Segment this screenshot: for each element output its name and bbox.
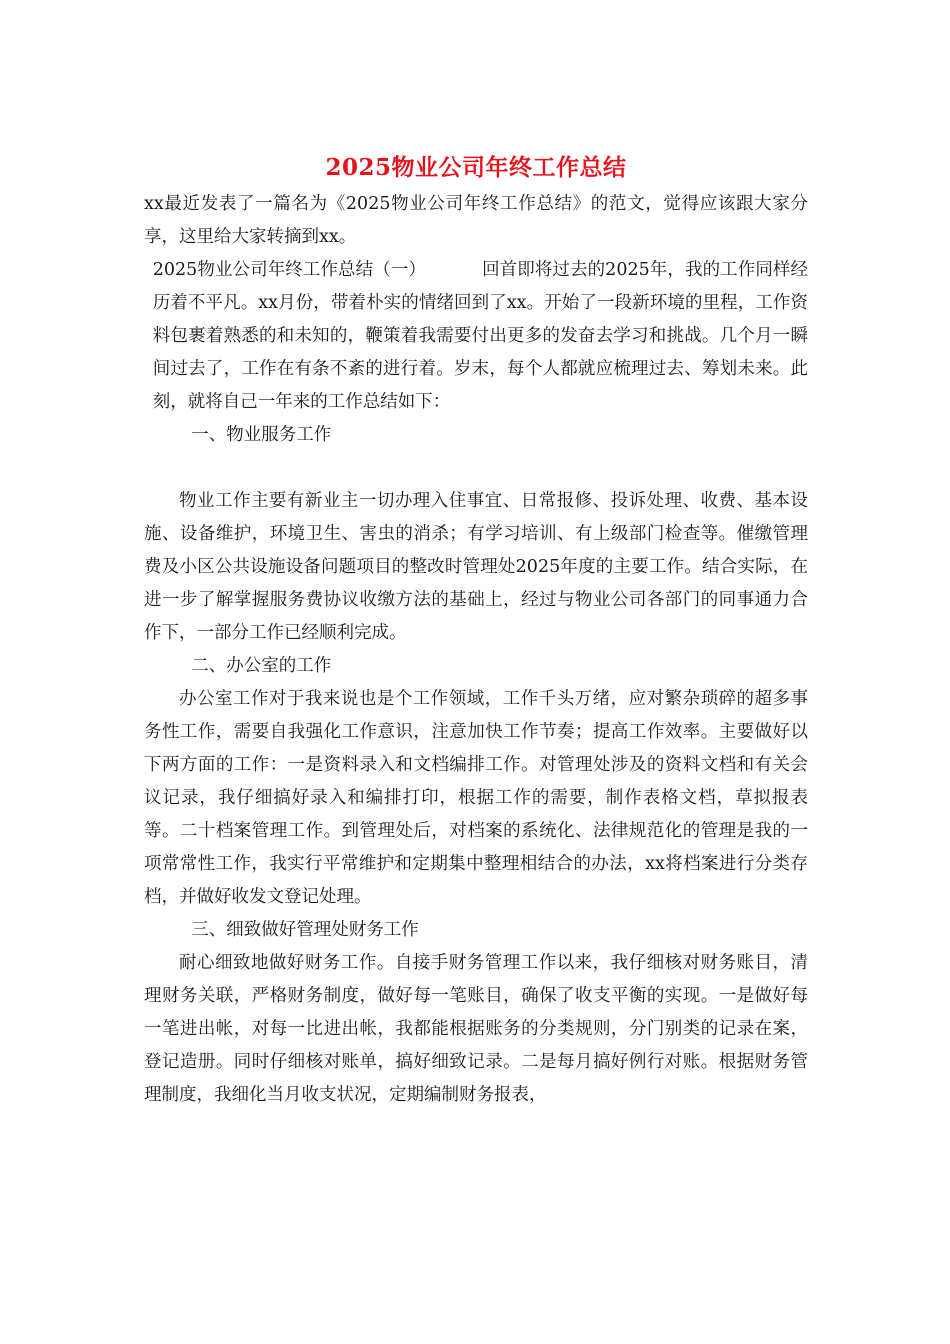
section-1-heading: 一、物业服务工作 <box>191 425 332 445</box>
section-3-body: 耐心细致地做好财务工作。自接手财务管理工作以来，我仔细核对财务账目，清理财务关联，严格财务制度，做好每一笔账目，确保了收支平衡的实现。一是做好每一笔进出帐，对每一比进出帐，我都能根据账务的分类规则，分门别类的记录在案，登记造册。同时仔细核对账单，搞好细致记录。二是每月搞好例行对账。根据财务管理制度，我细化当月收支状况，定期编制财务报表， <box>144 953 808 1105</box>
section-2-heading: 二、办公室的工作 <box>191 656 332 676</box>
section-2-body: 办公室工作对于我来说也是个工作领域，工作千头万绪，应对繁杂琐碎的超多事务性工作，需要自我强化工作意识，注意加快工作节奏；提高工作效率。主要做好以下两方面的工作：一是资料录入和文档编排工作。对管理处涉及的资料文档和有关会议记录，我仔细搞好录入和编排打印，根据工作的需要，制作表格文档，草拟报表等。二十档案管理工作。到管理处后，对档案的系统化、法律规范化的管理是我的一项常常性工作，我实行平常维护和定期集中整理相结合的办法，xx将档案进行分类存档，并做好收发文登记处理。 <box>144 689 808 907</box>
document-page <box>144 150 808 1112</box>
intro-paragraph: xx最近发表了一篇名为《2025物业公司年终工作总结》的范文，觉得应该跟大家分享，这里给大家转摘到xx。 <box>144 194 808 247</box>
opening-paragraph <box>144 254 808 419</box>
sub-title: 2025物业公司年终工作总结（一） <box>152 260 426 280</box>
document-title: 2025物业公司年终工作总结 <box>325 154 627 181</box>
blank-line <box>144 452 808 485</box>
opening-text: 回首即将过去的2025年，我的工作同样经历着不平凡。xx月份，带着朴实的情绪回到了xx。开始了一段新环境的里程，工作资料包裹着熟悉的和未知的，鞭策着我需要付出更多的发奋去学习和挑战。几个月一瞬间过去了，工作在有条不紊的进行着。岁末，每个人都就应梳理过去、筹划未来。此刻，就将自己一年来的工作总结如下： <box>152 260 808 412</box>
section-3-heading: 三、细致做好管理处财务工作 <box>191 920 419 940</box>
section-1-body: 物业工作主要有新业主一切办理入住事宜、日常报修、投诉处理、收费、基本设施、设备维护，环境卫生、害虫的消杀；有学习培训、有上级部门检查等。催缴管理费及小区公共设施设备问题项目的整改时管理处2025年度的主要工作。结合实际，在进一步了解掌握服务费协议收缴方法的基础上，经过与物业公司各部门的同事通力合作下，一部分工作已经顺利完成。 <box>144 491 808 643</box>
